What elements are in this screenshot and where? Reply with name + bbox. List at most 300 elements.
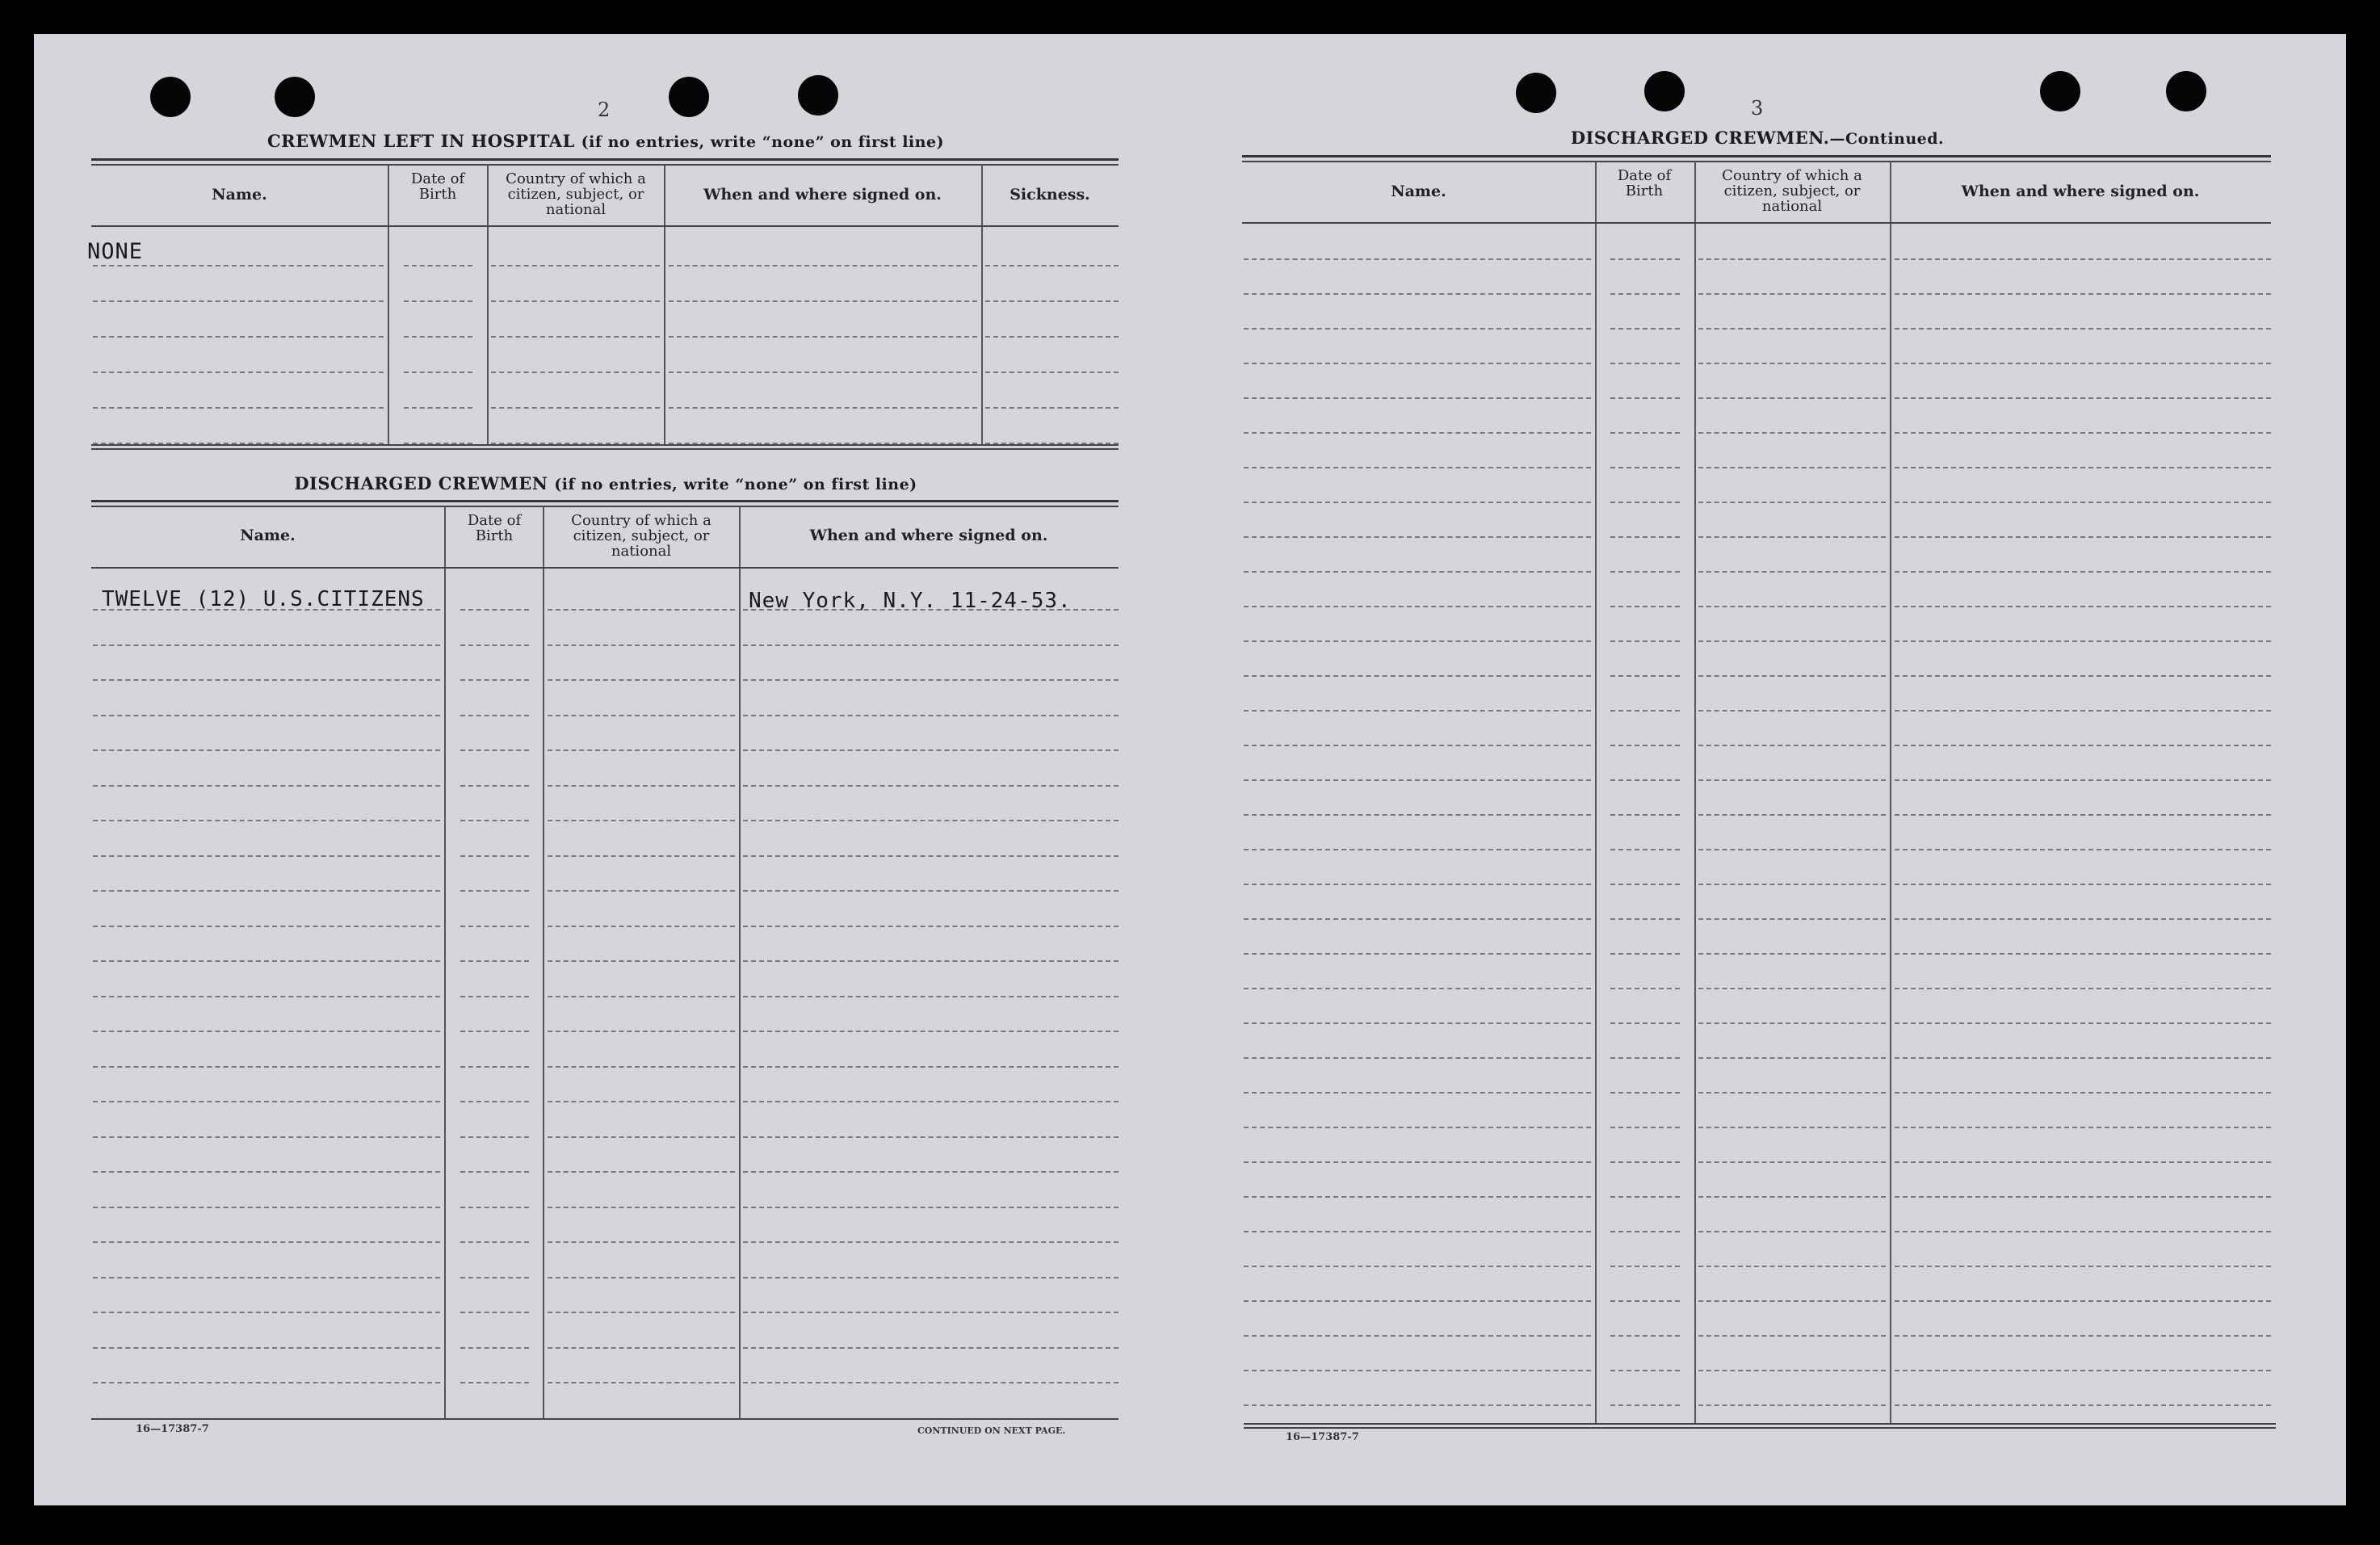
ruled-line	[548, 1136, 735, 1138]
ruled-line	[1244, 1335, 1591, 1337]
ruled-line	[491, 336, 660, 338]
column-header-dob: Date of Birth	[410, 170, 465, 203]
ruled-line	[1244, 814, 1591, 816]
ruled-line	[1895, 1266, 2271, 1267]
ruled-line	[1610, 571, 1680, 573]
ruled-line	[1895, 1370, 2271, 1371]
ruled-line	[985, 300, 1119, 302]
ruled-line	[460, 1382, 529, 1383]
ruled-line	[1895, 397, 2271, 399]
ruled-line	[669, 300, 977, 302]
ruled-line	[985, 265, 1119, 267]
ruled-line	[1895, 849, 2271, 850]
ruled-line	[404, 407, 472, 409]
ruled-line	[743, 1241, 1119, 1243]
ruled-line	[93, 749, 440, 751]
ruled-line	[1610, 258, 1680, 260]
ruled-line	[1895, 1404, 2271, 1406]
form-number: 16—17387-7	[1286, 1431, 1359, 1443]
ruled-line	[1244, 779, 1591, 781]
ruled-line	[1244, 1196, 1591, 1198]
ruled-line	[1244, 1266, 1591, 1267]
ruled-line	[460, 1277, 529, 1278]
ruled-line	[93, 1382, 440, 1383]
ruled-line	[460, 679, 529, 681]
ruled-line	[1244, 745, 1591, 746]
header-bottom-rule	[1242, 222, 2271, 224]
ruled-line	[548, 1382, 735, 1383]
punch-hole	[669, 77, 709, 117]
ruled-line	[1244, 953, 1591, 955]
ruled-line	[743, 1277, 1119, 1278]
ruled-line	[1244, 1127, 1591, 1128]
ruled-line	[548, 820, 735, 821]
ruled-line	[1895, 953, 2271, 955]
ruled-line	[460, 926, 529, 927]
ruled-line	[1698, 432, 1886, 434]
punch-hole	[275, 77, 315, 117]
ruled-line	[1244, 640, 1591, 642]
ruled-line	[93, 1347, 440, 1349]
ruled-line	[1698, 814, 1886, 816]
ruled-line	[93, 890, 440, 892]
ruled-line	[491, 407, 660, 409]
ruled-line	[743, 1347, 1119, 1349]
column-header-dob: Date of Birth	[467, 512, 522, 544]
ruled-line	[1610, 640, 1680, 642]
header-bottom-rule	[91, 225, 1119, 227]
column-header-signed: When and where signed on.	[1961, 183, 2200, 200]
ruled-line	[1610, 1196, 1680, 1198]
section-bottom-rule	[91, 444, 1119, 446]
ruled-line	[1610, 953, 1680, 955]
ruled-line	[1698, 258, 1886, 260]
ruled-line	[743, 1066, 1119, 1068]
ruled-line	[548, 644, 735, 646]
ruled-line	[743, 679, 1119, 681]
punch-hole	[1644, 71, 1685, 111]
column-divider	[1595, 162, 1597, 1425]
ruled-line	[548, 1347, 735, 1349]
ruled-line	[1610, 918, 1680, 920]
ruled-line	[1698, 710, 1886, 712]
ruled-line	[1610, 467, 1680, 468]
ruled-line	[1610, 814, 1680, 816]
ruled-line	[548, 1066, 735, 1068]
ruled-line	[460, 1136, 529, 1138]
ruled-line	[1244, 397, 1591, 399]
page-number: 3	[1751, 97, 1764, 120]
ruled-line	[1895, 1300, 2271, 1302]
ruled-line	[460, 1207, 529, 1208]
ruled-line	[743, 1382, 1119, 1383]
ruled-line	[1610, 363, 1680, 364]
ruled-line	[1244, 363, 1591, 364]
ruled-line	[93, 1031, 440, 1032]
ruled-line	[743, 926, 1119, 927]
discharged-continued-suffix: —Continued.	[1829, 130, 1945, 148]
ruled-line	[1610, 1370, 1680, 1371]
page-number: 2	[598, 99, 611, 121]
ruled-line	[743, 960, 1119, 962]
punch-hole	[150, 77, 191, 117]
ruled-line	[1698, 606, 1886, 607]
ruled-line	[93, 372, 384, 373]
ruled-line	[1698, 363, 1886, 364]
ruled-line	[1244, 258, 1591, 260]
ruled-line	[1610, 293, 1680, 295]
ruled-line	[743, 1136, 1119, 1138]
column-header-signed: When and where signed on.	[703, 186, 942, 204]
column-divider	[444, 506, 446, 1419]
ruled-line	[460, 1241, 529, 1243]
ruled-line	[548, 785, 735, 787]
ruled-line	[93, 715, 440, 716]
ruled-line	[1244, 536, 1591, 538]
ruled-line	[548, 609, 735, 611]
ruled-line	[1610, 988, 1680, 989]
ruled-line	[1698, 918, 1886, 920]
ruled-line	[460, 960, 529, 962]
column-divider	[487, 165, 489, 446]
ruled-line	[93, 1171, 440, 1173]
ruled-line	[93, 1207, 440, 1208]
ruled-line	[460, 1171, 529, 1173]
column-divider	[1694, 162, 1696, 1425]
header-bottom-rule	[91, 567, 1119, 569]
column-divider	[388, 165, 389, 446]
ruled-line	[93, 1312, 440, 1313]
ruled-line	[1698, 1161, 1886, 1163]
ruled-line	[1895, 1335, 2271, 1337]
ruled-line	[1698, 640, 1886, 642]
ruled-line	[460, 820, 529, 821]
ruled-line	[1244, 606, 1591, 607]
ruled-line	[93, 1101, 440, 1102]
ruled-line	[743, 644, 1119, 646]
ruled-line	[548, 1312, 735, 1313]
ruled-line	[1244, 884, 1591, 885]
ruled-line	[1244, 1370, 1591, 1371]
ruled-line	[404, 336, 472, 338]
ruled-line	[1244, 571, 1591, 573]
ruled-line	[1244, 1022, 1591, 1024]
ruled-line	[460, 996, 529, 997]
ruled-line	[1698, 1092, 1886, 1094]
punch-hole	[2040, 71, 2080, 111]
table-top-rule	[91, 506, 1119, 507]
column-header-dob: Date of Birth	[1617, 167, 1672, 199]
ruled-line	[1610, 675, 1680, 677]
ruled-line	[93, 1241, 440, 1243]
ruled-line	[548, 749, 735, 751]
ruled-line	[1610, 1266, 1680, 1267]
ruled-line	[1610, 1404, 1680, 1406]
column-header-country: Country of which a citizen, subject, or national	[571, 512, 711, 560]
ruled-line	[93, 407, 384, 409]
column-header-country: Country of which a citizen, subject, or national	[506, 170, 646, 218]
ruled-line	[1698, 675, 1886, 677]
ruled-line	[1244, 1161, 1591, 1163]
ruled-line	[93, 785, 440, 787]
ruled-line	[1895, 884, 2271, 885]
ruled-line	[1610, 779, 1680, 781]
ruled-line	[1244, 1231, 1591, 1232]
ruled-line	[669, 407, 977, 409]
ruled-line	[1698, 502, 1886, 503]
table-top-rule	[1242, 161, 2271, 162]
ruled-line	[1610, 1300, 1680, 1302]
ruled-line	[1244, 918, 1591, 920]
ruled-line	[743, 1031, 1119, 1032]
ruled-line	[1895, 432, 2271, 434]
ruled-line	[1895, 536, 2271, 538]
ruled-line	[1244, 710, 1591, 712]
ruled-line	[548, 1241, 735, 1243]
ruled-line	[1895, 1022, 2271, 1024]
hospital-entry-name: NONE	[87, 239, 144, 264]
ruled-line	[1244, 293, 1591, 295]
ruled-line	[93, 679, 440, 681]
ruled-line	[460, 855, 529, 857]
ruled-line	[669, 336, 977, 338]
ruled-line	[743, 785, 1119, 787]
ruled-line	[743, 749, 1119, 751]
ruled-line	[1610, 710, 1680, 712]
ruled-line	[1895, 328, 2271, 330]
ruled-line	[548, 679, 735, 681]
ruled-line	[1610, 1092, 1680, 1094]
ruled-line	[491, 372, 660, 373]
ruled-line	[1610, 745, 1680, 746]
ruled-line	[1698, 1404, 1886, 1406]
ruled-line	[1244, 432, 1591, 434]
ruled-line	[1244, 502, 1591, 503]
section-bottom-rule	[91, 448, 1119, 450]
ruled-line	[1610, 1057, 1680, 1059]
ruled-line	[404, 372, 472, 373]
ruled-line	[404, 300, 472, 302]
ruled-line	[1698, 293, 1886, 295]
table-top-rule	[91, 158, 1119, 161]
hospital-title-note: (if no entries, write “none” on first line)	[581, 133, 945, 151]
table-top-rule	[1242, 155, 2271, 157]
ruled-line	[1698, 1370, 1886, 1371]
ruled-line	[93, 1277, 440, 1278]
ruled-line	[1895, 293, 2271, 295]
ruled-line	[1610, 1022, 1680, 1024]
ruled-line	[1698, 1335, 1886, 1337]
ruled-line	[1895, 988, 2271, 989]
ruled-line	[1244, 1300, 1591, 1302]
ruled-line	[1698, 328, 1886, 330]
ruled-line	[1895, 571, 2271, 573]
table-bottom-rule	[91, 1418, 1119, 1420]
ruled-line	[460, 1031, 529, 1032]
ruled-line	[743, 1207, 1119, 1208]
ruled-line	[93, 820, 440, 821]
ruled-line	[1698, 1231, 1886, 1232]
ruled-line	[1244, 328, 1591, 330]
ruled-line	[1698, 467, 1886, 468]
ruled-line	[1895, 814, 2271, 816]
column-header-country: Country of which a citizen, subject, or national	[1722, 167, 1862, 215]
ruled-line	[1895, 1196, 2271, 1198]
ruled-line	[460, 1101, 529, 1102]
ruled-line	[1698, 884, 1886, 885]
ruled-line	[1244, 1057, 1591, 1059]
ruled-line	[1698, 779, 1886, 781]
ruled-line	[1698, 1057, 1886, 1059]
ruled-line	[548, 890, 735, 892]
ruled-line	[1895, 363, 2271, 364]
ruled-line	[1895, 1231, 2271, 1232]
column-header-name: Name.	[1391, 183, 1446, 200]
ruled-line	[743, 855, 1119, 857]
ruled-line	[1610, 328, 1680, 330]
discharged-continued-title	[1244, 128, 2271, 148]
ruled-line	[548, 926, 735, 927]
ruled-line	[743, 1312, 1119, 1313]
ruled-line	[548, 1207, 735, 1208]
ruled-line	[548, 960, 735, 962]
ruled-line	[1698, 849, 1886, 850]
ruled-line	[1895, 675, 2271, 677]
ruled-line	[1698, 1196, 1886, 1198]
ruled-line	[548, 1277, 735, 1278]
ruled-line	[93, 300, 384, 302]
ruled-line	[1698, 988, 1886, 989]
ruled-line	[93, 1066, 440, 1068]
ruled-line	[1244, 467, 1591, 468]
ruled-line	[460, 1066, 529, 1068]
column-header-name: Name.	[212, 186, 267, 204]
ruled-line	[985, 372, 1119, 373]
ruled-line	[1895, 467, 2271, 468]
column-divider	[739, 506, 741, 1419]
column-divider	[664, 165, 665, 446]
column-header-name: Name.	[240, 527, 296, 544]
ruled-line	[548, 1031, 735, 1032]
table-bottom-rule	[1244, 1427, 2276, 1429]
ruled-line	[548, 1101, 735, 1102]
ruled-line	[460, 890, 529, 892]
ruled-line	[1895, 258, 2271, 260]
form-number: 16—17387-7	[136, 1423, 209, 1435]
ruled-line	[1698, 953, 1886, 955]
ruled-line	[460, 1312, 529, 1313]
ruled-line	[1244, 1092, 1591, 1094]
ruled-line	[743, 890, 1119, 892]
ruled-line	[460, 609, 529, 611]
ruled-line	[548, 996, 735, 997]
ruled-line	[669, 265, 977, 267]
ruled-line	[93, 644, 440, 646]
ruled-line	[1895, 640, 2271, 642]
ruled-line	[985, 407, 1119, 409]
column-header-sickness: Sickness.	[1010, 186, 1090, 204]
ruled-line	[985, 336, 1119, 338]
ruled-line	[1610, 884, 1680, 885]
ruled-line	[1895, 1127, 2271, 1128]
table-top-rule	[91, 164, 1119, 166]
ruled-line	[1244, 675, 1591, 677]
ruled-line	[1698, 397, 1886, 399]
ruled-line	[460, 749, 529, 751]
ruled-line	[1610, 397, 1680, 399]
ruled-line	[1698, 571, 1886, 573]
punch-hole	[1516, 73, 1556, 113]
discharged-title-text: DISCHARGED CREWMEN	[294, 473, 548, 493]
ruled-line	[1610, 849, 1680, 850]
ruled-line	[460, 785, 529, 787]
ruled-line	[743, 1101, 1119, 1102]
discharged-continued-title-text: DISCHARGED CREWMEN.	[1570, 128, 1830, 148]
ruled-line	[460, 1347, 529, 1349]
ruled-line	[93, 926, 440, 927]
column-divider	[981, 165, 983, 446]
table-top-rule	[91, 500, 1119, 502]
discharged-title-note: (if no entries, write “none” on first line)	[554, 476, 917, 493]
ruled-line	[1698, 1300, 1886, 1302]
ruled-line	[1610, 536, 1680, 538]
ruled-line	[1698, 1022, 1886, 1024]
ruled-line	[1698, 745, 1886, 746]
ruled-line	[1895, 502, 2271, 503]
ruled-line	[743, 715, 1119, 716]
ruled-line	[1895, 606, 2271, 607]
ruled-line	[404, 265, 472, 267]
ruled-line	[1895, 918, 2271, 920]
discharged-section-title	[93, 473, 1119, 493]
punch-hole	[2166, 71, 2206, 111]
ruled-line	[93, 960, 440, 962]
table-bottom-rule	[1244, 1423, 2276, 1425]
ruled-line	[1244, 849, 1591, 850]
ruled-line	[1895, 1057, 2271, 1059]
ruled-line	[491, 265, 660, 267]
discharged-entry-name: TWELVE (12) U.S.CITIZENS	[102, 587, 425, 611]
ruled-line	[1895, 1161, 2271, 1163]
ruled-line	[93, 1136, 440, 1138]
ruled-line	[1698, 1127, 1886, 1128]
ruled-line	[743, 1171, 1119, 1173]
ruled-line	[1895, 745, 2271, 746]
ruled-line	[491, 300, 660, 302]
ruled-line	[1610, 1127, 1680, 1128]
ruled-line	[743, 820, 1119, 821]
ruled-line	[669, 372, 977, 373]
ruled-line	[460, 715, 529, 716]
ruled-line	[1610, 606, 1680, 607]
ruled-line	[93, 265, 384, 267]
column-divider	[543, 506, 544, 1419]
ruled-line	[548, 715, 735, 716]
ruled-line	[1610, 1161, 1680, 1163]
ruled-line	[1698, 536, 1886, 538]
ruled-line	[1610, 1231, 1680, 1232]
column-header-signed: When and where signed on.	[809, 527, 1048, 544]
ruled-line	[93, 996, 440, 997]
ruled-line	[93, 855, 440, 857]
discharged-entry-signed: New York, N.Y. 11-24-53.	[749, 589, 1072, 613]
hospital-section-title	[93, 131, 1119, 151]
ruled-line	[1610, 1335, 1680, 1337]
punch-hole	[798, 75, 838, 115]
ruled-line	[1698, 1266, 1886, 1267]
ruled-line	[1244, 988, 1591, 989]
hospital-title-text: CREWMEN LEFT IN HOSPITAL	[267, 131, 575, 151]
